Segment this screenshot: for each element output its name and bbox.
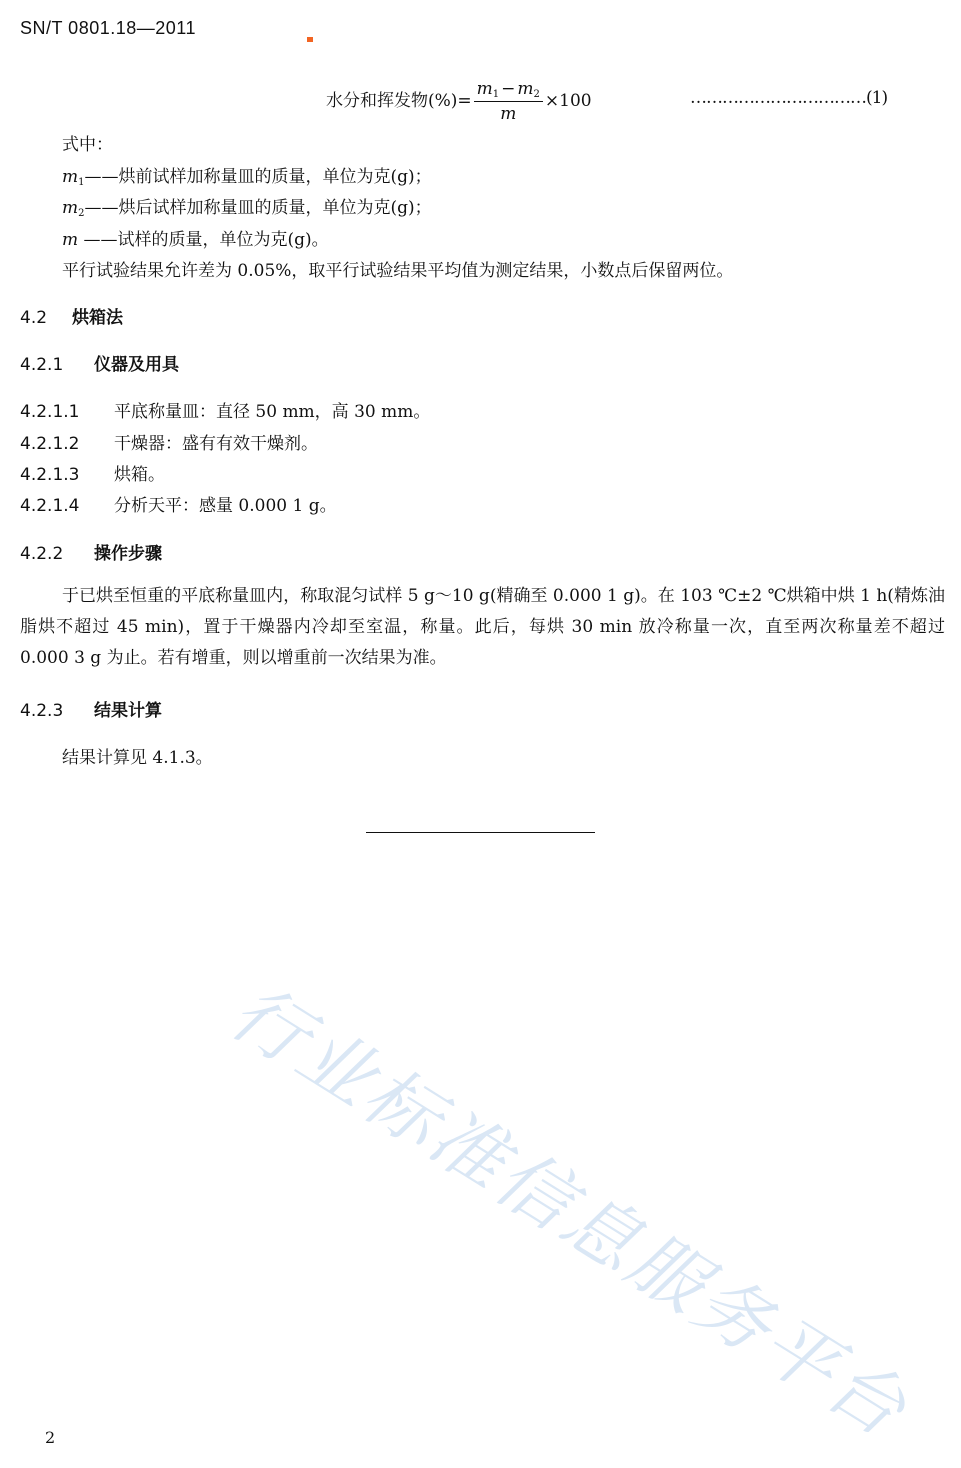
procedure-paragraph: 于已烘至恒重的平底称量皿内，称取混匀试样 5 g～10 g(精确至 0.000 1 g)。在 103 ℃±2 ℃烘箱中烘 1 h(精炼油脂烘不超过 45 min)，置于干燥器内冷却至室温，称量。此后，每烘 30 min 放冷称量一次，直至两次称量差不超过 0.000 3 g 为止。若有增重，则以增重前一次结果为准。	[20, 586, 945, 668]
formula	[326, 79, 592, 124]
heading-4-2-2: 4.2.2 操作步骤	[20, 544, 162, 564]
tolerance-text: 平行试验结果允许差为 0.05%，取平行试验结果平均值为测定结果，小数点后保留两位。	[62, 261, 734, 281]
formula-denominator: m	[500, 104, 517, 124]
def-m1: $m_1——$烘前试样加称量皿的质量，单位为克(g)；	[62, 167, 432, 188]
item-4-2-1-1: 4.2.1.1 平底称量皿：直径 50 mm，高 30 mm。	[20, 402, 431, 422]
formula-fraction	[474, 79, 543, 124]
def-m: m ——试样的质量，单位为克(g)。	[62, 230, 329, 250]
standard-code: SN/T 0801.18—2011	[20, 18, 196, 38]
heading-4-2-1: 4.2.1 仪器及用具	[20, 355, 179, 375]
item-4-2-1-2: 4.2.1.2 干燥器：盛有有效干燥剂。	[20, 434, 318, 454]
watermark: 行业标准信息服务平台	[215, 968, 923, 1455]
where-intro: 式中：	[62, 135, 113, 155]
def-m2: $m_2——$烘后试样加称量皿的质量，单位为克(g)；	[62, 198, 432, 219]
formula-times: ×100	[544, 91, 592, 111]
heading-4-2: 4.2 烘箱法	[20, 308, 123, 328]
formula-lhs: 水分和挥发物(%)=	[326, 91, 472, 111]
item-4-2-1-3: 4.2.1.3 烘箱。	[20, 465, 165, 485]
end-rule	[366, 832, 595, 833]
formula-numerator: $m_1 - m_2$	[474, 79, 543, 102]
result-text: 结果计算见 4.1.3。	[62, 748, 213, 768]
page-number: 2	[45, 1428, 56, 1447]
formula-number: ……………………………(1)	[690, 88, 888, 108]
header-mark	[307, 37, 313, 42]
item-4-2-1-4: 4.2.1.4 分析天平：感量 0.000 1 g。	[20, 496, 337, 516]
heading-4-2-3: 4.2.3 结果计算	[20, 701, 162, 721]
